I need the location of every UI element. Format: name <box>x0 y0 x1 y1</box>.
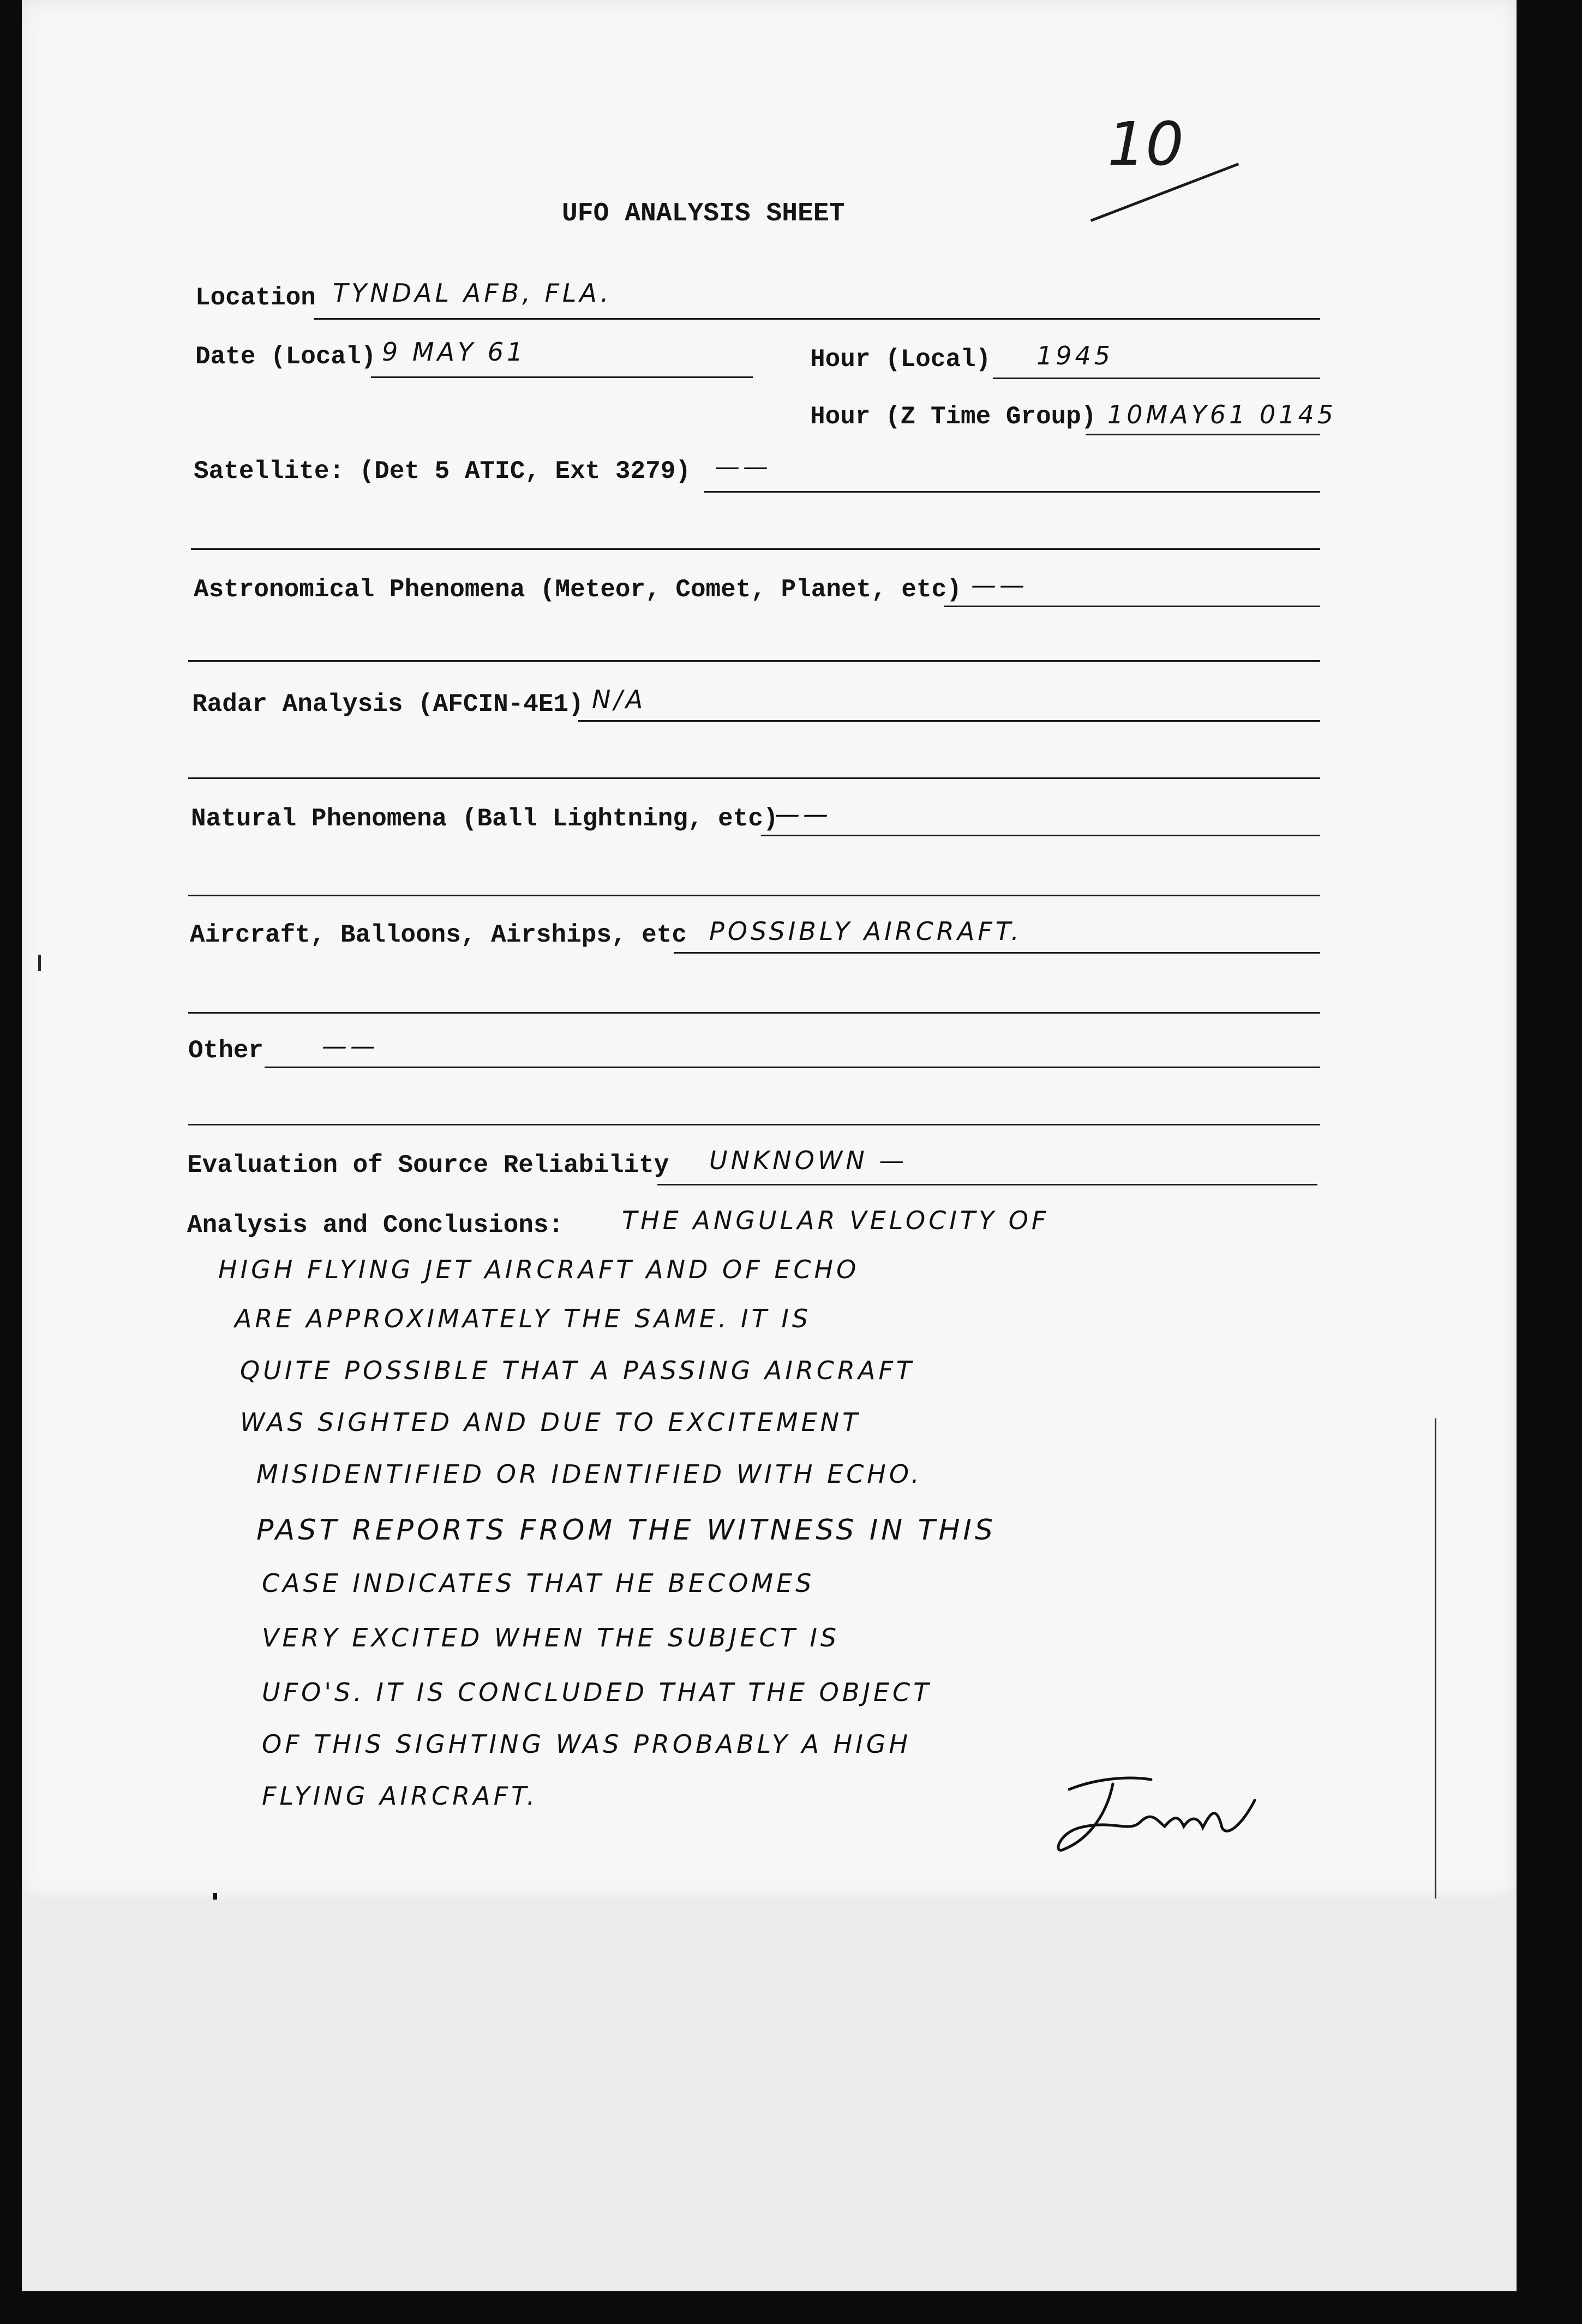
satellite-line-2 <box>191 548 1320 550</box>
analysis-line: WAS SIGHTED AND DUE TO EXCITEMENT <box>240 1407 861 1437</box>
scan-border-bottom <box>0 2291 1582 2324</box>
aircraft-label: Aircraft, Balloons, Airships, etc <box>190 921 687 949</box>
aircraft-line-2 <box>188 1012 1320 1014</box>
hour-local-value: 1945 <box>1036 341 1114 370</box>
analysis-line: ARE APPROXIMATELY THE SAME. IT IS <box>235 1304 812 1333</box>
analysis-line: OF THIS SIGHTING WAS PROBABLY A HIGH <box>262 1729 912 1759</box>
radar-line-2 <box>188 777 1320 779</box>
page-lower-margin <box>22 1898 1517 2324</box>
astronomical-label: Astronomical Phenomena (Meteor, Comet, Planet, etc) <box>194 576 962 604</box>
radar-label: Radar Analysis (AFCIN-4E1) <box>192 690 584 718</box>
scan-border-right <box>1517 0 1582 2324</box>
scan-mark <box>38 955 41 971</box>
analysis-line: FLYING AIRCRAFT. <box>262 1781 538 1811</box>
astronomical-value: —— <box>971 570 1028 600</box>
hour-z-value: 10MAY61 0145 <box>1107 400 1337 429</box>
reliability-label: Evaluation of Source Reliability <box>187 1151 669 1179</box>
other-value: —— <box>322 1031 379 1061</box>
aircraft-value: POSSIBLY AIRCRAFT. <box>709 917 1023 946</box>
other-label: Other <box>188 1037 264 1065</box>
radar-value: N/A <box>592 685 646 714</box>
satellite-value: —— <box>715 452 771 481</box>
aircraft-line <box>674 952 1320 954</box>
natural-label: Natural Phenomena (Ball Lightning, etc) <box>191 805 778 833</box>
satellite-label: Satellite: (Det 5 ATIC, Ext 3279) <box>194 457 691 486</box>
analysis-line: PAST REPORTS FROM THE WITNESS IN THIS <box>256 1514 996 1547</box>
other-line <box>265 1067 1320 1068</box>
location-line <box>314 318 1320 320</box>
analysis-line: THE ANGULAR VELOCITY OF <box>622 1206 1050 1235</box>
scan-dot <box>213 1893 217 1900</box>
hour-z-label: Hour (Z Time Group) <box>810 403 1096 431</box>
signature <box>1047 1768 1277 1866</box>
analysis-line: MISIDENTIFIED OR IDENTIFIED WITH ECHO. <box>256 1459 922 1489</box>
analysis-line: CASE INDICATES THAT HE BECOMES <box>262 1568 815 1598</box>
page-title: UFO ANALYSIS SHEET <box>562 199 845 229</box>
analysis-line: QUITE POSSIBLE THAT A PASSING AIRCRAFT <box>240 1356 915 1385</box>
astronomical-line <box>944 606 1320 607</box>
hour-z-line <box>1086 434 1320 435</box>
natural-line-2 <box>188 895 1320 896</box>
natural-line <box>761 835 1320 836</box>
radar-line <box>578 720 1320 722</box>
analysis-line: HIGH FLYING JET AIRCRAFT AND OF ECHO <box>218 1255 860 1284</box>
page-number: 10 <box>1107 109 1184 179</box>
hour-local-label: Hour (Local) <box>810 345 991 374</box>
analysis-line: UFO'S. IT IS CONCLUDED THAT THE OBJECT <box>262 1678 932 1707</box>
hour-local-line <box>993 378 1320 379</box>
reliability-line <box>657 1184 1317 1185</box>
scan-edge-line <box>1435 1418 1436 1898</box>
analysis-line: VERY EXCITED WHEN THE SUBJECT IS <box>262 1623 840 1652</box>
date-local-value: 9 MAY 61 <box>382 337 526 367</box>
natural-value: —— <box>775 799 831 829</box>
astronomical-line-2 <box>188 660 1320 662</box>
satellite-line <box>704 491 1320 493</box>
date-local-label: Date (Local) <box>195 343 376 371</box>
other-line-2 <box>188 1124 1320 1125</box>
date-local-line <box>371 376 753 378</box>
reliability-value: UNKNOWN — <box>709 1146 908 1175</box>
location-value: TYNDAL AFB, FLA. <box>333 278 612 308</box>
location-label: Location <box>195 284 316 312</box>
analysis-label: Analysis and Conclusions: <box>187 1211 564 1239</box>
